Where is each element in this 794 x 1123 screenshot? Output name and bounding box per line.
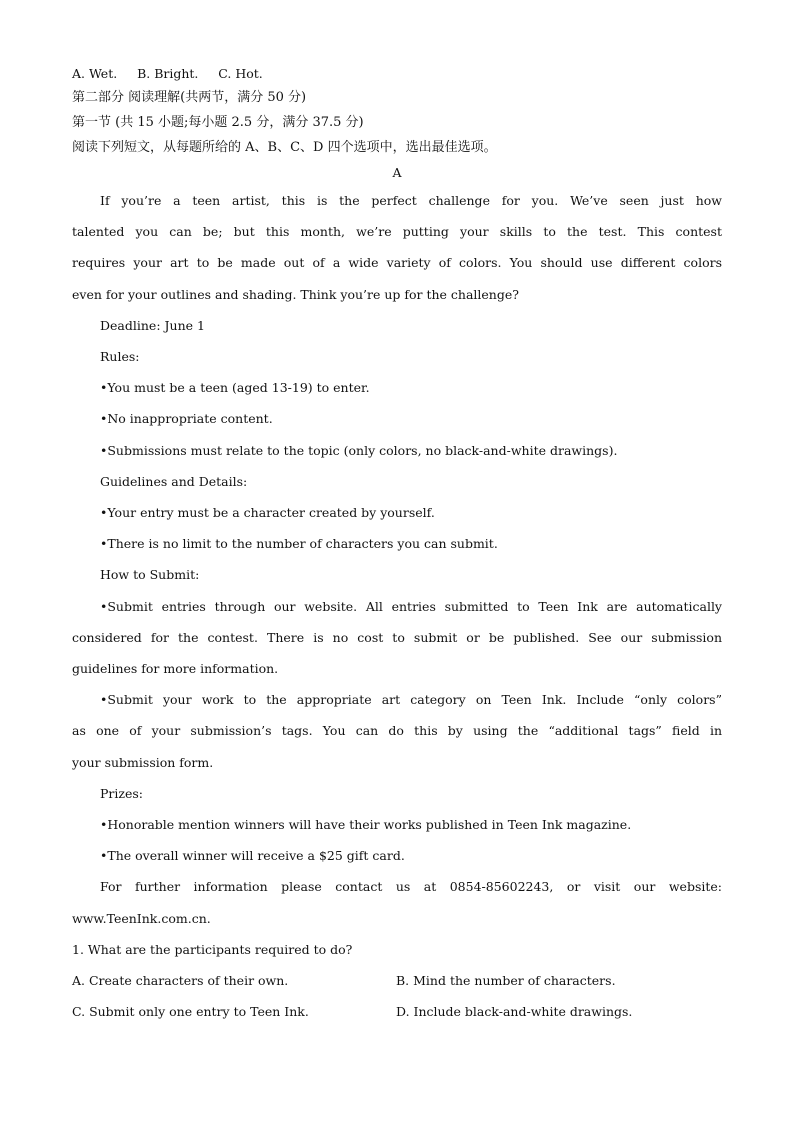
intro-line: requires your art to be made out of a wide variety of colors. You should use different colors	[72, 255, 722, 270]
question-stem: 1. What are the participants required to do?	[72, 942, 353, 957]
option-d: D. Include black-and-white drawings.	[396, 1004, 633, 1019]
subsection-title: 第一节 (共 15 小题;每小题 2.5 分，满分 37.5 分)	[72, 115, 364, 130]
instructions: 阅读下列短文，从每题所给的 A、B、C、D 四个选项中，选出最佳选项。	[72, 140, 497, 155]
prizes-heading: Prizes:	[100, 786, 143, 801]
option-c: C. Submit only one entry to Teen Ink.	[72, 1004, 309, 1019]
how-to-submit-line: •Submit entries through our website. All entries submitted to Teen Ink are automatically	[100, 599, 722, 614]
deadline: Deadline: June 1	[100, 318, 205, 333]
how-to-submit-line: your submission form.	[72, 755, 214, 770]
passage-label: A	[392, 165, 402, 180]
contact-line: For further information please contact us at 0854-85602243, or visit our website:	[100, 879, 722, 894]
rules-heading: Rules:	[100, 349, 140, 364]
guideline-item: •There is no limit to the number of characters you can submit.	[100, 536, 498, 551]
rule-item: •Submissions must relate to the topic (only colors, no black-and-white drawings).	[100, 443, 618, 458]
intro-line: If you’re a teen artist, this is the perfect challenge for you. We’ve seen just how	[100, 193, 722, 208]
how-to-submit-line: considered for the contest. There is no cost to submit or be published. See our submission	[72, 630, 722, 645]
option-b: B. Mind the number of characters.	[396, 973, 616, 988]
prize-item: •The overall winner will receive a $25 gift card.	[100, 848, 405, 863]
intro-line: even for your outlines and shading. Think you’re up for the challenge?	[72, 287, 519, 302]
contact-line: www.TeenInk.com.cn.	[72, 911, 211, 926]
how-to-submit-heading: How to Submit:	[100, 567, 200, 582]
guideline-item: •Your entry must be a character created by yourself.	[100, 505, 435, 520]
intro-line: talented you can be; but this month, we’re putting your skills to the test. This contest	[72, 224, 722, 239]
previous-question-options: A. Wet. B. Bright. C. Hot.	[72, 66, 263, 81]
how-to-submit-line: •Submit your work to the appropriate art category on Teen Ink. Include “only colors”	[100, 692, 722, 707]
rule-item: •No inappropriate content.	[100, 411, 273, 426]
prize-item: •Honorable mention winners will have their works published in Teen Ink magazine.	[100, 817, 632, 832]
rule-item: •You must be a teen (aged 13-19) to enter.	[100, 380, 370, 395]
how-to-submit-line: as one of your submission’s tags. You can do this by using the “additional tags” field in	[72, 723, 722, 738]
section-title: 第二部分 阅读理解(共两节，满分 50 分)	[72, 90, 307, 105]
how-to-submit-line: guidelines for more information.	[72, 661, 279, 676]
guidelines-heading: Guidelines and Details:	[100, 474, 248, 489]
option-a: A. Create characters of their own.	[72, 973, 289, 988]
